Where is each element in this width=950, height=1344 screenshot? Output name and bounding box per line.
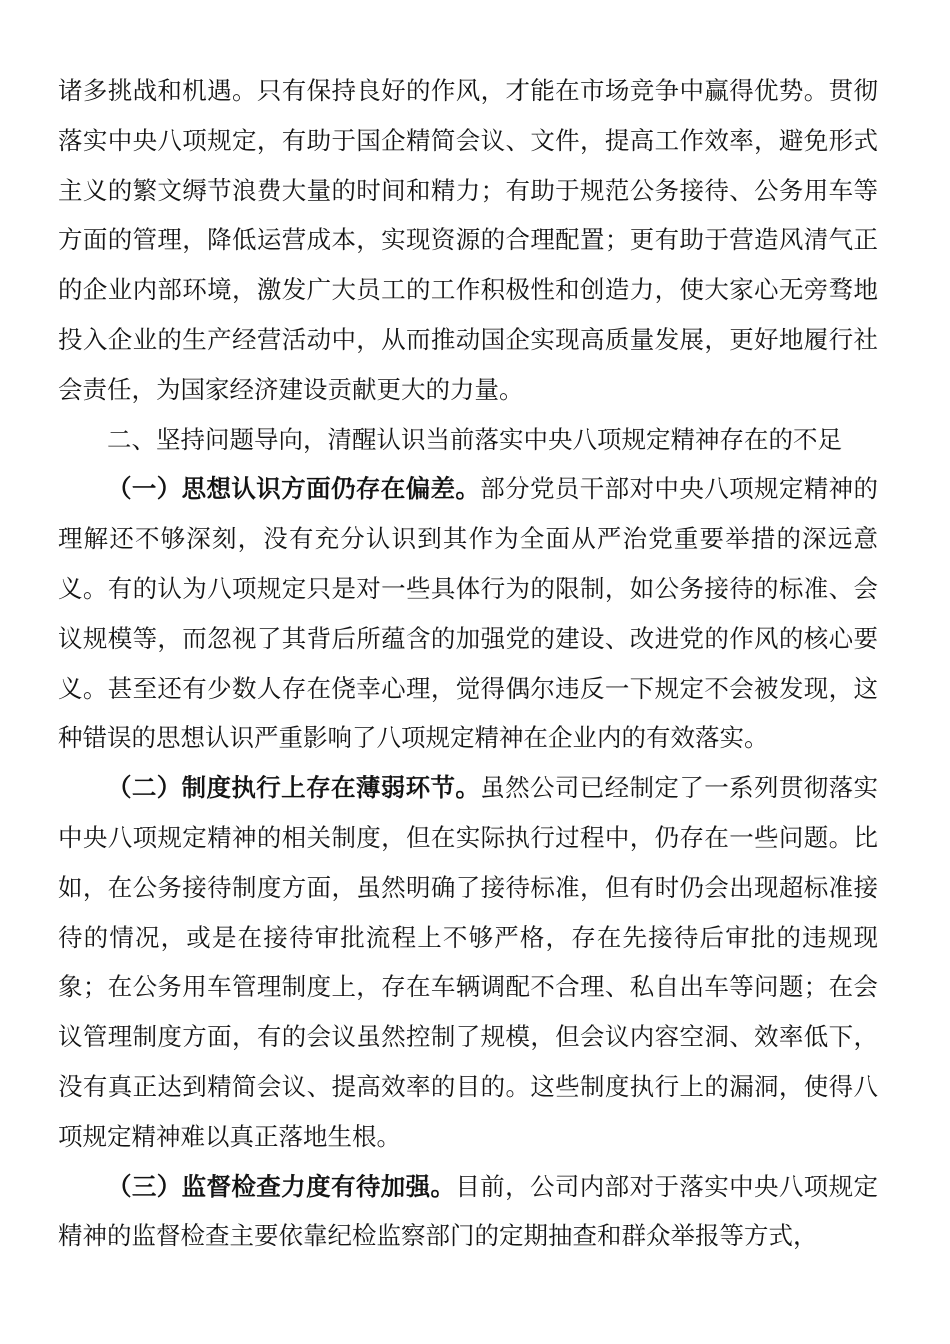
point-two-body: 虽然公司已经制定了一系列贯彻落实中央八项规定精神的相关制度，但在实际执行过程中，仍存在一些问题。比如，在公务接待制度方面，虽然明确了接待标准，但有时仍会出现超标准接待的情况，或是在接待审批流程上不够严格，存在先接待后审批的违规现象；在公务用车管理制度上，存在车辆调配不合理、私自出车等问题；在会议管理制度方面，有的会议虽然控制了规模，但会议内容空洞、效率低下，没有真正达到精简会议、提高效率的目的。这些制度执行上的漏洞，使得八项规定精神难以真正落地生根。 — [58, 773, 878, 1151]
paragraph-point-two — [58, 763, 878, 1161]
document-page — [58, 66, 878, 1261]
point-two-heading: （二）制度执行上存在薄弱环节。 — [107, 773, 481, 803]
paragraph-point-three — [58, 1162, 878, 1262]
point-one-heading: （一）思想认识方面仍存在偏差。 — [107, 474, 481, 504]
point-three-body: 目前，公司内部对于落实中央八项规定精神的监督检查主要依靠纪检监察部门的定期抽查和群众举报等方式， — [58, 1171, 879, 1251]
paragraph-intro: 诸多挑战和机遇。只有保持良好的作风，才能在市场竞争中赢得优势。贯彻落实中央八项规定，有助于国企精简会议、文件，提高工作效率，避免形式主义的繁文缛节浪费大量的时间和精力；有助于规范公务接待、公务用车等方面的管理，降低运营成本，实现资源的合理配置；更有助于营造风清气正的企业内部环境，激发广大员工的工作积极性和创造力，使大家心无旁骛地投入企业的生产经营活动中，从而推动国企实现高质量发展，更好地履行社会责任，为国家经济建设贡献更大的力量。 — [58, 76, 878, 404]
point-three-heading: （三）监督检查力度有待加强。 — [107, 1171, 456, 1201]
point-one-body: 部分党员干部对中央八项规定精神的理解还不够深刻，没有充分认识到其作为全面从严治党重要举措的深远意义。有的认为八项规定只是对一些具体行为的限制，如公务接待的标准、会议规模等，而忽视了其背后所蕴含的加强党的建设、改进党的作风的核心要义。甚至还有少数人存在侥幸心理，觉得偶尔违反一下规定不会被发现，这种错误的思想认识严重影响了八项规定精神在企业内的有效落实。 — [58, 474, 878, 753]
section-two-heading: 二、坚持问题导向，清醒认识当前落实中央八项规定精神存在的不足 — [107, 424, 842, 454]
paragraph-point-one — [58, 464, 878, 763]
